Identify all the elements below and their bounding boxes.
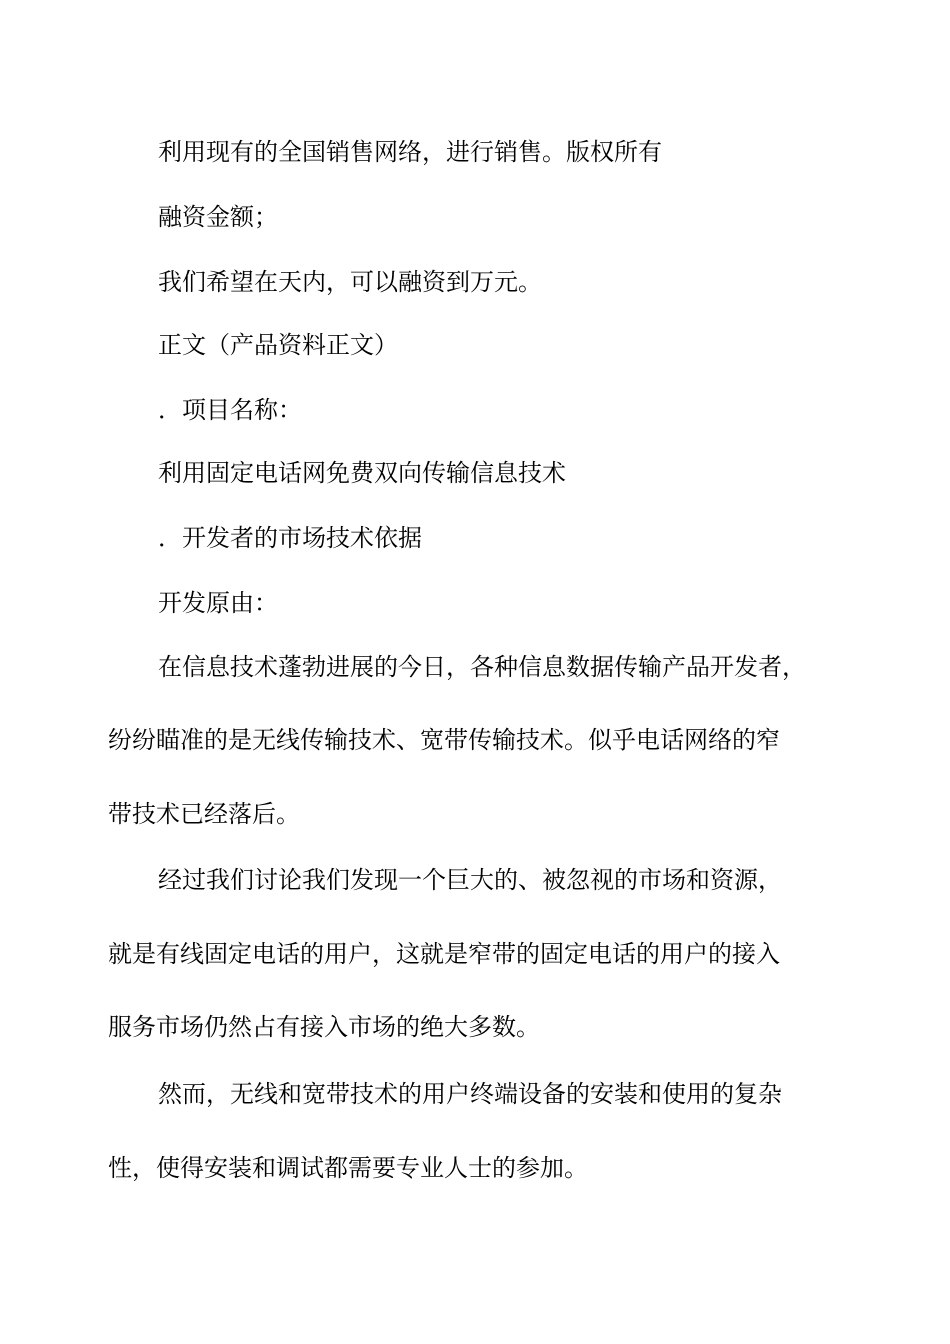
section-heading: ．开发者的市场技术依据 xyxy=(158,524,422,552)
paragraph-line: 我们希望在天内，可以融资到万元。 xyxy=(158,268,542,296)
section-heading: 正文（产品资料正文） xyxy=(158,331,398,359)
paragraph-line: 纷纷瞄准的是无线传输技术、宽带传输技术。似乎电话网络的窄 xyxy=(108,726,780,754)
project-name: 利用固定电话网免费双向传输信息技术 xyxy=(158,459,566,487)
paragraph-line: 带技术已经落后。 xyxy=(108,800,300,828)
section-heading: ．项目名称： xyxy=(158,396,302,424)
paragraph-line: 在信息技术蓬勃进展的今日，各种信息数据传输产品开发者， xyxy=(158,653,806,681)
paragraph-line: 然而，无线和宽带技术的用户终端设备的安装和使用的复杂 xyxy=(158,1080,782,1108)
paragraph-line: 融资金额； xyxy=(158,203,278,231)
paragraph-line: 经过我们讨论我们发现一个巨大的、被忽视的市场和资源， xyxy=(158,866,782,894)
section-heading: 开发原由： xyxy=(158,589,278,617)
paragraph-line: 利用现有的全国销售网络，进行销售。版权所有 xyxy=(158,138,662,166)
paragraph-line: 服务市场仍然占有接入市场的绝大多数。 xyxy=(108,1013,540,1041)
paragraph-line: 就是有线固定电话的用户，这就是窄带的固定电话的用户的接入 xyxy=(108,940,780,968)
paragraph-line: 性，使得安装和调试都需要专业人士的参加。 xyxy=(108,1154,588,1182)
